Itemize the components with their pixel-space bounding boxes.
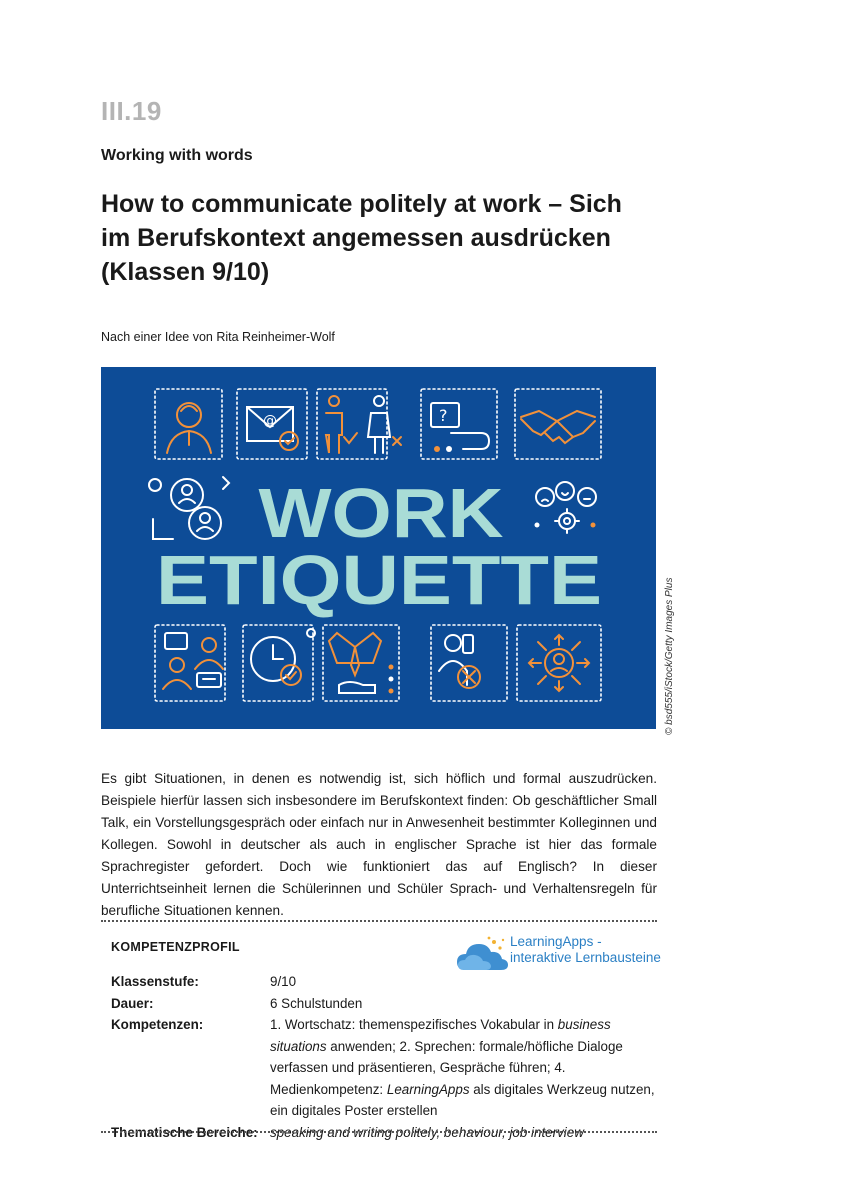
row-label-kompetenzen: Kompetenzen: xyxy=(111,1017,204,1032)
dotted-divider-top xyxy=(101,920,657,922)
page-title xyxy=(101,187,701,289)
row-value-kompetenzen xyxy=(270,1014,656,1122)
series-title: Working with words xyxy=(101,147,253,164)
question-chat-icon xyxy=(431,403,489,452)
title-line-3: (Klassen 9/10) xyxy=(101,258,270,286)
thematische-value-text: speaking and writing politely, behaviour, job interview xyxy=(270,1124,584,1140)
author-credit: Nach einer Idee von Rita Reinheimer-Wolf xyxy=(101,330,335,344)
email-check-icon xyxy=(247,407,298,450)
dress-code-icon xyxy=(326,396,401,453)
row-label-thematische: Thematische Bereiche: xyxy=(111,1124,258,1140)
kompetenzen-part-3: als digitales Werkzeug nutzen, ein digitales Poster erstellen xyxy=(270,1081,655,1118)
competence-profile-table xyxy=(111,971,656,1143)
kompetenzen-emphasis-2: LearningApps xyxy=(386,1081,470,1097)
kompetenzen-part-2: anwenden; 2. Sprechen: formale/höfliche Dialoge verfassen und präsentieren, Gespräche führen; 4. Medienkompetenz: xyxy=(270,1038,623,1097)
row-label-dauer: Dauer: xyxy=(111,995,154,1011)
clock-check-icon xyxy=(251,629,315,685)
learningapps-logo xyxy=(456,932,666,976)
hero-illustration xyxy=(101,367,656,729)
svg-text:?: ? xyxy=(439,406,448,425)
kompetenzen-part-1: 1. Wortschatz: themenspezifisches Vokabular in xyxy=(270,1017,558,1032)
profile-heading: KOMPETENZPROFIL xyxy=(111,940,240,954)
person-icon xyxy=(167,403,211,453)
handshake-icon xyxy=(521,411,595,443)
row-value-klassenstufe: 9/10 xyxy=(270,974,297,989)
unit-number: III.19 xyxy=(101,96,162,126)
suit-tie-icon xyxy=(329,633,394,694)
network-person-icon xyxy=(529,635,589,691)
intro-paragraph: Es gibt Situationen, in denen es notwendig ist, sich höflich und formal auszudrücken. Beispiele hierfür lassen sich insbesondere im Berufskontext finden: Ob geschäftlicher Small Talk, ein Vorstellungsgespräch oder einfach nur in Anwesenheit bestimmter Kolleginnen und Kollegen. Sowohl in deutscher als auch in englischer Sprache ist hier das formale Sprachregister gefordert. Doch wie funktioniert das auf Englisch? In dieser Unterrichtseinheit lernen die Schülerinnen und Schüler Sprach- und Verhaltensregeln für berufliche Situationen kennen. xyxy=(101,771,657,918)
row-value-dauer: 6 Schulstunden xyxy=(270,995,363,1011)
svg-text:@: @ xyxy=(263,413,277,429)
title-line-1: How to communicate politely at work – Sich xyxy=(101,190,622,218)
logo-line-1: LearningApps - xyxy=(510,934,602,949)
conversation-icon xyxy=(163,633,223,689)
image-credit: © bsd555/iStock/Getty Images Plus xyxy=(664,577,675,735)
row-label-klassenstufe: Klassenstufe: xyxy=(111,974,199,989)
logo-line-2: interaktive Lernbausteine xyxy=(510,950,661,965)
no-phone-icon xyxy=(439,635,480,688)
kompetenzen-emphasis-1: business situations xyxy=(270,1017,611,1054)
table-row xyxy=(111,971,656,993)
title-line-2: im Berufskontext angemessen ausdrücken xyxy=(101,224,611,252)
dotted-divider-bottom xyxy=(101,1131,657,1133)
emotions-icon xyxy=(535,482,597,533)
cloud-icon xyxy=(456,936,508,974)
table-row xyxy=(111,1014,656,1122)
etiquette-heading: ETIQUETTE xyxy=(156,541,602,619)
work-heading: WORK xyxy=(258,474,504,552)
table-row xyxy=(111,993,656,1015)
user-switch-icon xyxy=(149,477,229,539)
